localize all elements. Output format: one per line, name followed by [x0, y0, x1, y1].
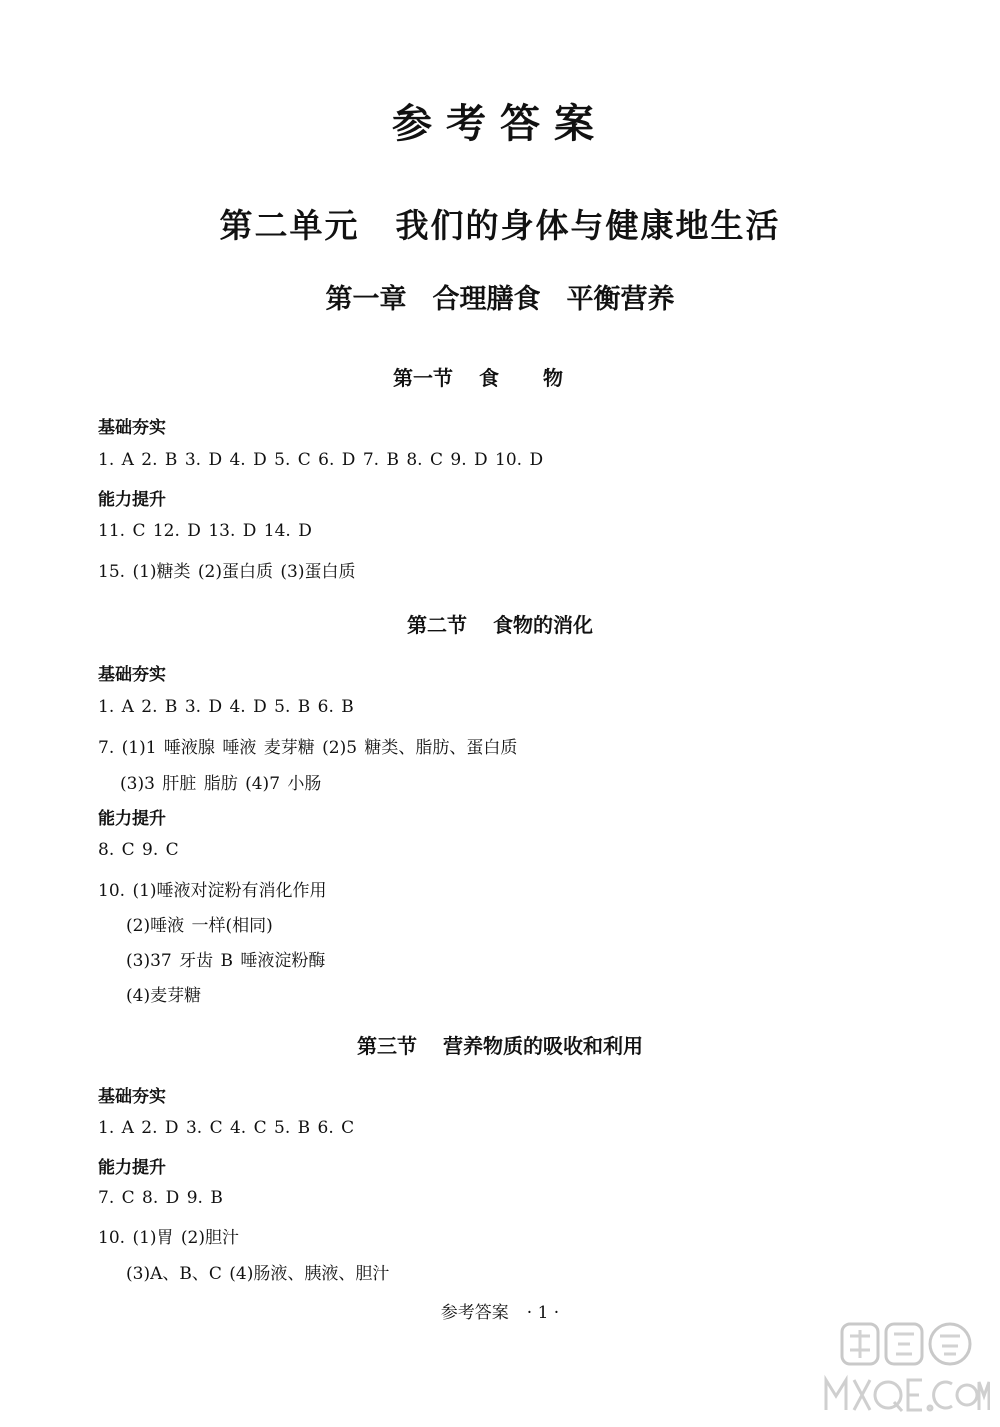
basic-heading: 基础夯实 — [98, 665, 166, 685]
footer-label: 参考答案 — [440, 1303, 509, 1323]
section-title-1 — [0, 362, 1000, 391]
answer-line: (4)麦芽糖 — [126, 986, 202, 1006]
answer-line: 11. C 12. D 13. D 14. D — [98, 521, 312, 541]
basic-heading: 基础夯实 — [98, 1087, 166, 1107]
answer-line: 1. A 2. B 3. D 4. D 5. C 6. D 7. B 8. C 9. D 10. D — [98, 450, 544, 470]
chapter-name-2: 平衡营养 — [566, 284, 675, 315]
page-number: · 1 · — [526, 1303, 560, 1323]
answer-line: 8. C 9. C — [98, 840, 179, 860]
answer-line: 1. A 2. D 3. C 4. C 5. B 6. C — [98, 1118, 355, 1138]
answer-line: 7. (1)1 唾液腺 唾液 麦芽糖 (2)5 糖类、脂肪、蛋白质 — [98, 738, 518, 758]
section-title-3 — [0, 1030, 1000, 1059]
section-name: 营养物质的吸收和利用 — [443, 1034, 643, 1058]
unit-label: 第二单元 — [219, 206, 360, 245]
basic-heading: 基础夯实 — [98, 418, 166, 438]
section-label: 第一节 — [393, 366, 453, 390]
advanced-heading: 能力提升 — [98, 1158, 166, 1178]
chapter-title — [0, 277, 1000, 316]
answer-line: (3)37 牙齿 B 唾液淀粉酶 — [126, 951, 326, 971]
section-label: 第三节 — [357, 1034, 417, 1058]
section-name: 食物的消化 — [493, 613, 593, 637]
section-title-2 — [0, 609, 1000, 638]
advanced-heading: 能力提升 — [98, 490, 166, 510]
section-name: 食物 — [479, 366, 607, 390]
answer-line: (2)唾液 一样(相同) — [126, 916, 273, 936]
chapter-name-1: 合理膳食 — [432, 284, 541, 315]
answer-line: 10. (1)胃 (2)胆汁 — [98, 1228, 240, 1248]
answer-line: 10. (1)唾液对淀粉有消化作用 — [98, 881, 327, 901]
answer-line: (3)A、B、C (4)肠液、胰液、胆汁 — [126, 1264, 390, 1284]
answer-line: (3)3 肝脏 脂肪 (4)7 小肠 — [120, 774, 322, 794]
unit-title — [0, 200, 1000, 247]
answer-line: 1. A 2. B 3. D 4. D 5. B 6. B — [98, 697, 354, 717]
answer-line: 7. C 8. D 9. B — [98, 1188, 223, 1208]
watermark-logo — [818, 1318, 990, 1418]
advanced-heading: 能力提升 — [98, 809, 166, 829]
page-title: 参考答案 — [392, 100, 608, 147]
section-label: 第二节 — [407, 613, 467, 637]
chapter-label: 第一章 — [325, 284, 407, 315]
unit-name: 我们的身体与健康地生活 — [395, 206, 781, 245]
answer-line: 15. (1)糖类 (2)蛋白质 (3)蛋白质 — [98, 562, 356, 582]
